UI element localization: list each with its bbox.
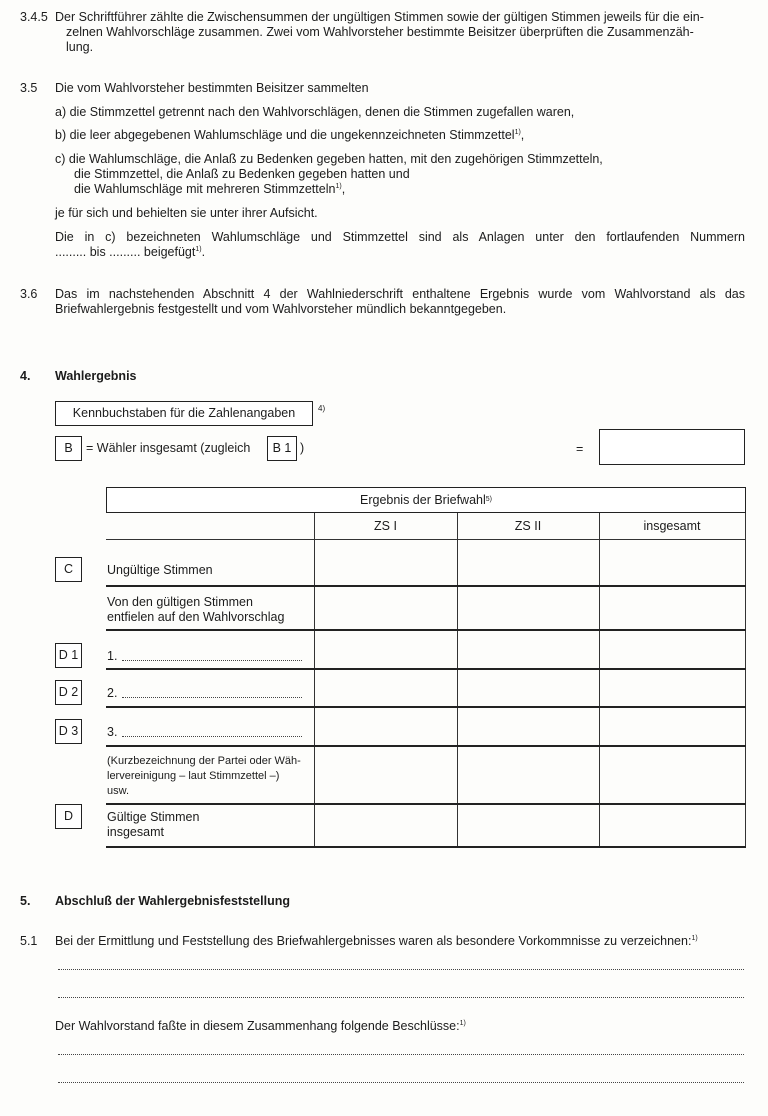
col-header-zs1: ZS I	[374, 519, 397, 533]
row-label-valid-line1: Von den gültigen Stimmen	[107, 595, 253, 609]
d3-dotted-line	[122, 736, 302, 737]
col-divider-2	[457, 513, 458, 846]
col-divider-1	[314, 513, 315, 846]
note-line2: lervereinigung – laut Stimmzettel –)	[107, 770, 280, 782]
table-header-briefwahl: Ergebnis der Briefwahl 5)	[106, 487, 746, 513]
section-number-4: 4.	[20, 369, 31, 383]
row-d2-line	[106, 706, 746, 708]
header-row-line	[106, 539, 746, 540]
row-label-d3: 3.	[107, 725, 118, 739]
row-label-valid-line2: entfielen auf den Wahlvorschlag	[107, 610, 285, 624]
col-divider-3	[599, 513, 600, 846]
d2-dotted-line	[122, 697, 302, 698]
row-note-line	[106, 803, 746, 805]
row-label-ungueltig: Ungültige Stimmen	[107, 563, 213, 577]
item-c-line2: die Stimmzettel, die Anlaß zu Bedenken gegeben hatten und	[74, 167, 410, 181]
item-b: b) die leer abgegebenen Wahlumschläge und die ungekennzeichneten Stimmzettel$^{1)}$,	[55, 128, 525, 142]
section-number-5-1: 5.1	[20, 934, 38, 948]
row-valid-line	[106, 629, 746, 631]
note-line3: usw.	[107, 785, 130, 797]
row-label-d2: 2.	[107, 686, 118, 700]
row-label-d1: 1.	[107, 649, 118, 663]
row-c-line	[106, 585, 746, 587]
item-c-line3: die Wahlumschläge mit mehreren Stimmzetteln$^{1)}$,	[74, 182, 346, 196]
waehler-insgesamt-value-field[interactable]	[599, 429, 745, 465]
section-number-3-6: 3.6	[20, 287, 38, 301]
code-d3-box: D 3	[55, 719, 82, 744]
paragraph-3-4-5-line1: Der Schriftführer zählte die Zwischensummen der ungültigen Stimmen sowie der gültigen Stimmen jeweils für die ein-	[55, 10, 704, 24]
beschluesse-line-2[interactable]	[58, 1082, 744, 1083]
col-divider-right	[745, 513, 746, 846]
kennbuchstaben-box: Kennbuchstaben für die Zahlenangaben	[55, 401, 313, 426]
code-b-box: B	[55, 436, 82, 461]
code-c-box: C	[55, 557, 82, 582]
kennbuchstaben-footnote: 4)	[318, 404, 326, 413]
paragraph-3-4-5-line2: zelnen Wahlvorschläge zusammen. Zwei vom Wahlvorsteher bestimmte Beisitzer überprüften die Zusammenzäh-	[66, 25, 694, 39]
code-d1-box: D 1	[55, 643, 82, 668]
section-number-3-4-5: 3.4.5	[20, 10, 48, 24]
row-d-bottom-line	[106, 846, 746, 848]
paragraph-5-1-text: Bei der Ermittlung und Feststellung des Briefwahlergebnisses waren als besondere Vorkommnisse zu verzeichnen:$^{1)}$	[55, 934, 698, 948]
row-label-d-line1: Gültige Stimmen	[107, 810, 200, 824]
col-header-zs2: ZS II	[514, 519, 542, 533]
beschluesse-line-1[interactable]	[58, 1054, 744, 1055]
paragraph-3-6-line2: Briefwahlergebnis festgestellt und vom Wahlvorsteher mündlich bekanntgegeben.	[55, 302, 507, 316]
code-b1-box: B 1	[267, 436, 297, 461]
vorkommnisse-line-2[interactable]	[58, 997, 744, 998]
annex-line2: ......... bis ......... beigefügt$^{1)}$.	[55, 245, 206, 259]
paragraph-3-5-intro: Die vom Wahlvorsteher bestimmten Beisitzer sammelten	[55, 81, 369, 95]
section-title-abschluss: Abschluß der Wahlergebnisfeststellung	[55, 894, 290, 908]
row-d3-line	[106, 745, 746, 747]
note-line1: (Kurzbezeichnung der Partei oder Wäh-	[107, 755, 301, 767]
col-header-insgesamt: insgesamt	[643, 519, 701, 533]
row-d1-line	[106, 668, 746, 670]
paragraph-3-5-close: je für sich und behielten sie unter ihrer Aufsicht.	[55, 206, 318, 220]
code-b1-close: )	[300, 441, 305, 455]
code-d2-box: D 2	[55, 680, 82, 705]
annex-line1: Die in c) bezeichneten Wahlumschläge und Stimmzettel sind als Anlagen unter den fortlaufenden Nummern	[55, 230, 745, 244]
section-number-3-5: 3.5	[20, 81, 38, 95]
item-a: a) die Stimmzettel getrennt nach den Wahlvorschlägen, denen die Stimmen zugefallen waren,	[55, 105, 575, 119]
row-label-d-line2: insgesamt	[107, 825, 164, 839]
paragraph-5-1-decision: Der Wahlvorstand faßte in diesem Zusammenhang folgende Beschlüsse:$^{1)}$	[55, 1019, 466, 1033]
equals-sign: =	[576, 442, 584, 456]
paragraph-3-4-5-line3: lung.	[66, 40, 94, 54]
code-d-box: D	[55, 804, 82, 829]
paragraph-3-6-line1: Das im nachstehenden Abschnitt 4 der Wahlniederschrift enthaltene Ergebnis wurde vom Wahlvorstand als das	[55, 287, 745, 301]
vorkommnisse-line-1[interactable]	[58, 969, 744, 970]
section-number-5: 5.	[20, 894, 31, 908]
section-title-wahlergebnis: Wahlergebnis	[55, 369, 137, 383]
item-c-line1: c) die Wahlumschläge, die Anlaß zu Bedenken gegeben hatten, mit den zugehörigen Stimmzetteln,	[55, 152, 603, 166]
waehler-insgesamt-label: = Wähler insgesamt (zugleich	[86, 441, 251, 455]
d1-dotted-line	[122, 660, 302, 661]
